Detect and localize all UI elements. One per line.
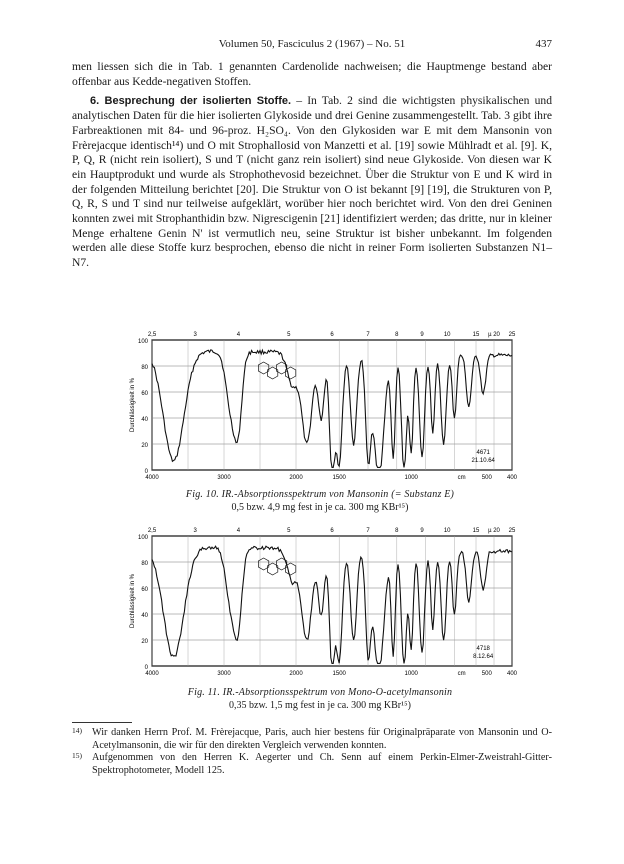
y-tick-label: 40	[141, 613, 148, 619]
top-tick-label: 4	[236, 528, 241, 534]
y-tick-label: 0	[144, 469, 148, 475]
footnote-rule	[72, 722, 132, 723]
y-tick-label: 80	[141, 561, 148, 567]
footnotes	[72, 722, 552, 777]
structure-ring	[285, 563, 295, 575]
top-tick-label: 2,5	[147, 332, 157, 338]
figure-10-caption-sub: 0,5 bzw. 4,9 mg fest in je ca. 300 mg KBr¹⁵)	[231, 502, 409, 513]
top-tick-label: 6	[330, 528, 334, 534]
figure-11-caption	[120, 686, 520, 712]
running-header	[72, 38, 552, 52]
body-text	[72, 60, 552, 271]
paragraph-continuation: men liessen sich die in Tab. 1 genannten Cardenolide nachweisen; die Hauptmenge bestand aber offenbar aus Kedde-negativen Stoffen.	[72, 60, 552, 88]
bottom-tick-label: cm	[457, 671, 466, 677]
footnote-mark: 15)	[72, 751, 82, 761]
figure-11	[120, 522, 520, 712]
top-tick-label: 7	[366, 528, 370, 534]
y-tick-label: 60	[141, 391, 148, 397]
top-tick-label: µ 20	[488, 332, 500, 338]
footnote-mark: 14)	[72, 726, 82, 735]
bottom-tick-label: 1000	[404, 671, 418, 677]
top-tick-label: 5	[287, 528, 291, 534]
top-tick-label: 9	[420, 332, 424, 338]
bottom-tick-label: 500	[481, 671, 492, 677]
footnote-text: Wir danken Herrn Prof. M. Frèrejacque, Paris, auch hier bestens für Originalpräparate von Mansonin und O-Acetylmansonin, die wir für den direkten Vergleich verwenden konnten.	[92, 727, 552, 751]
y-tick-label: 80	[141, 365, 148, 371]
bottom-tick-label: cm	[457, 475, 466, 481]
bottom-tick-label: 1500	[332, 475, 346, 481]
spectrum-trace	[152, 350, 512, 468]
y-tick-label: 60	[141, 587, 148, 593]
y-tick-label: 20	[141, 443, 148, 449]
top-tick-label: 2,5	[147, 528, 157, 534]
y-axis-label: Durchlässigkeit in %	[130, 377, 136, 433]
top-tick-label: µ 20	[488, 528, 500, 534]
top-tick-label: 10	[443, 528, 451, 534]
ir-spectrum-mansonin	[120, 326, 520, 486]
top-tick-label: 4	[236, 332, 241, 338]
top-tick-label: 15	[472, 528, 480, 534]
paragraph-section-6	[72, 94, 552, 270]
section-heading: 6. Besprechung der isolierten Stoffe.	[90, 95, 292, 108]
footnote-text: Aufgenommen von den Herren K. Aegerter und Ch. Senn auf einem Perkin-Elmer-Zweistrahl-Gitter-Spektrophotometer, Modell 125.	[92, 752, 552, 776]
y-axis-label: Durchlässigkeit in %	[130, 573, 136, 629]
footnote-14	[72, 727, 552, 752]
section-text: – In Tab. 2 sind die wichtigsten physikalischen und analytischen Daten für die hier isolierten Glykoside und drei Genine zusammengestellt. Tab. 3 gibt ihre Farbreaktionen mit 84- und 96-proz. H₂SO₄. Von den Glykosiden war E mit dem Mansonin von Frèrejacque identisch¹⁴) und O mit Strophallosid von Manzetti et al. [19] sowie Mühlradt et al. [9]. K, P, Q, R (nicht rein isoliert), S und T (nicht ganz rein isoliert) sind neue Glykoside. Von diesen war K ein Hauptprodukt und wurde als Strophothevosid bezeichnet. Über die Struktur von E und K wird in der folgenden Mitteilung berichtet [20]. Die Struktur von O ist bekannt [9] [19], die Strukturen von P, Q, R, S und T sind nur teilweise aufgeklärt, worüber hier noch berichtet wird. Von den drei Geninen konnten zwei mit Strophanthidin bzw. Nigrescigenin [21] identifiziert werden; das dritte, nur in kleiner Menge erhaltene Genin N' ist vermutlich neu, seine Struktur ist bisher unbekannt. Im folgenden werden alle diese Stoffe kurz besprochen, ebenso die nicht in reiner Form isolierten Substanzen N1–N7.	[72, 94, 552, 270]
page-number: 437	[535, 38, 552, 50]
y-tick-label: 0	[144, 665, 148, 671]
bottom-tick-label: 1000	[404, 475, 418, 481]
bottom-tick-label: 400	[506, 475, 518, 481]
footnote-15	[72, 752, 552, 777]
top-tick-label: 7	[366, 332, 370, 338]
spectrum-date: 8.12.64	[473, 654, 494, 660]
y-tick-label: 100	[137, 535, 148, 541]
top-tick-label: 25	[508, 528, 516, 534]
spectrum-id: 4718	[476, 646, 490, 652]
plot-frame	[152, 340, 512, 470]
top-tick-label: 5	[287, 332, 291, 338]
plot-frame	[152, 536, 512, 666]
bottom-tick-label: 500	[481, 475, 492, 481]
top-tick-label: 8	[395, 528, 399, 534]
bottom-tick-label: 1500	[332, 671, 346, 677]
spectrum-trace	[152, 546, 512, 663]
figure-10-caption	[120, 488, 520, 514]
bottom-tick-label: 3000	[217, 475, 231, 481]
bottom-tick-label: 2000	[289, 475, 303, 481]
bottom-tick-label: 3000	[217, 671, 231, 677]
top-tick-label: 10	[443, 332, 451, 338]
figure-10	[120, 326, 520, 514]
top-tick-label: 15	[472, 332, 480, 338]
top-tick-label: 9	[420, 528, 424, 534]
top-tick-label: 6	[330, 332, 334, 338]
bottom-tick-label: 400	[506, 671, 518, 677]
structure-ring	[285, 367, 295, 379]
figure-11-caption-title: Fig. 11. IR.-Absorptionsspektrum von Mono-O-acetylmansonin	[187, 687, 453, 698]
journal-issue: Volumen 50, Fasciculus 2 (1967) – No. 51	[218, 38, 406, 50]
bottom-tick-label: 2000	[289, 671, 303, 677]
y-tick-label: 100	[137, 339, 148, 345]
figure-10-caption-title: Fig. 10. IR.-Absorptionsspektrum von Mansonin (= Substanz E)	[185, 489, 455, 500]
ir-spectrum-acetylmansonin	[120, 522, 520, 684]
spectrum-id: 4671	[476, 450, 490, 456]
top-tick-label: 8	[395, 332, 399, 338]
figure-11-caption-sub: 0,35 bzw. 1,5 mg fest in je ca. 300 mg KBr¹⁵)	[229, 700, 411, 711]
bottom-tick-label: 4000	[145, 475, 159, 481]
top-tick-label: 3	[193, 332, 197, 338]
top-tick-label: 25	[508, 332, 516, 338]
top-tick-label: 3	[193, 528, 197, 534]
bottom-tick-label: 4000	[145, 671, 159, 677]
y-tick-label: 20	[141, 639, 148, 645]
y-tick-label: 40	[141, 417, 148, 423]
spectrum-date: 21.10.64	[471, 458, 495, 464]
